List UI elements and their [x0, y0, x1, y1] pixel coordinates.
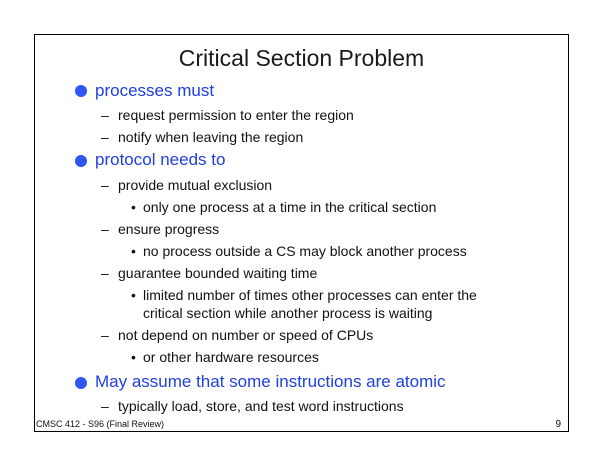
sub-2-1-text: provide mutual exclusion: [118, 177, 273, 193]
footer-course: CMSC 412 - S96 (Final Review): [36, 419, 165, 429]
dash-1-1: –: [101, 107, 109, 123]
bullet-dot-2: [75, 155, 87, 167]
dot-2-1-1: •: [131, 199, 136, 215]
sub-2-4-text: not depend on number or speed of CPUs: [118, 327, 374, 343]
bullet-dot-1: [75, 85, 87, 97]
bullet-dot-3: [75, 377, 87, 389]
dash-2-2: –: [101, 221, 109, 237]
dash-2-4: –: [101, 327, 109, 343]
subsub-2-3-1-text: limited number of times other processes can enter the: [143, 287, 477, 303]
sub-2-2-text: ensure progress: [118, 221, 220, 237]
bullet-1-text: processes must: [95, 81, 215, 100]
subsub-2-3-2-text: critical section while another process is waiting: [143, 305, 433, 321]
dash-1-2: –: [101, 129, 109, 145]
subsub-2-2-1-text: no process outside a CS may block another process: [143, 243, 467, 259]
dash-2-3: –: [101, 265, 109, 281]
dot-2-4-1: •: [131, 349, 136, 365]
dot-2-3-1: •: [131, 287, 136, 303]
bullet-2-text: protocol needs to: [95, 150, 226, 169]
sub-3-1-text: typically load, store, and test word instructions: [118, 398, 404, 414]
dash-3-1: –: [101, 398, 109, 414]
page-number: 9: [555, 419, 561, 430]
bullet-3-text: May assume that some instructions are atomic: [95, 372, 446, 391]
slide-title: Critical Section Problem: [178, 45, 425, 71]
dash-2-1: –: [101, 177, 109, 193]
sub-1-1-text: request permission to enter the region: [118, 107, 354, 123]
sub-1-2-text: notify when leaving the region: [118, 129, 304, 145]
sub-2-3-text: guarantee bounded waiting time: [118, 265, 318, 281]
subsub-2-1-1-text: only one process at a time in the critical section: [143, 199, 437, 215]
subsub-2-4-1-text: or other hardware resources: [143, 349, 319, 365]
dot-2-2-1: •: [131, 243, 136, 259]
